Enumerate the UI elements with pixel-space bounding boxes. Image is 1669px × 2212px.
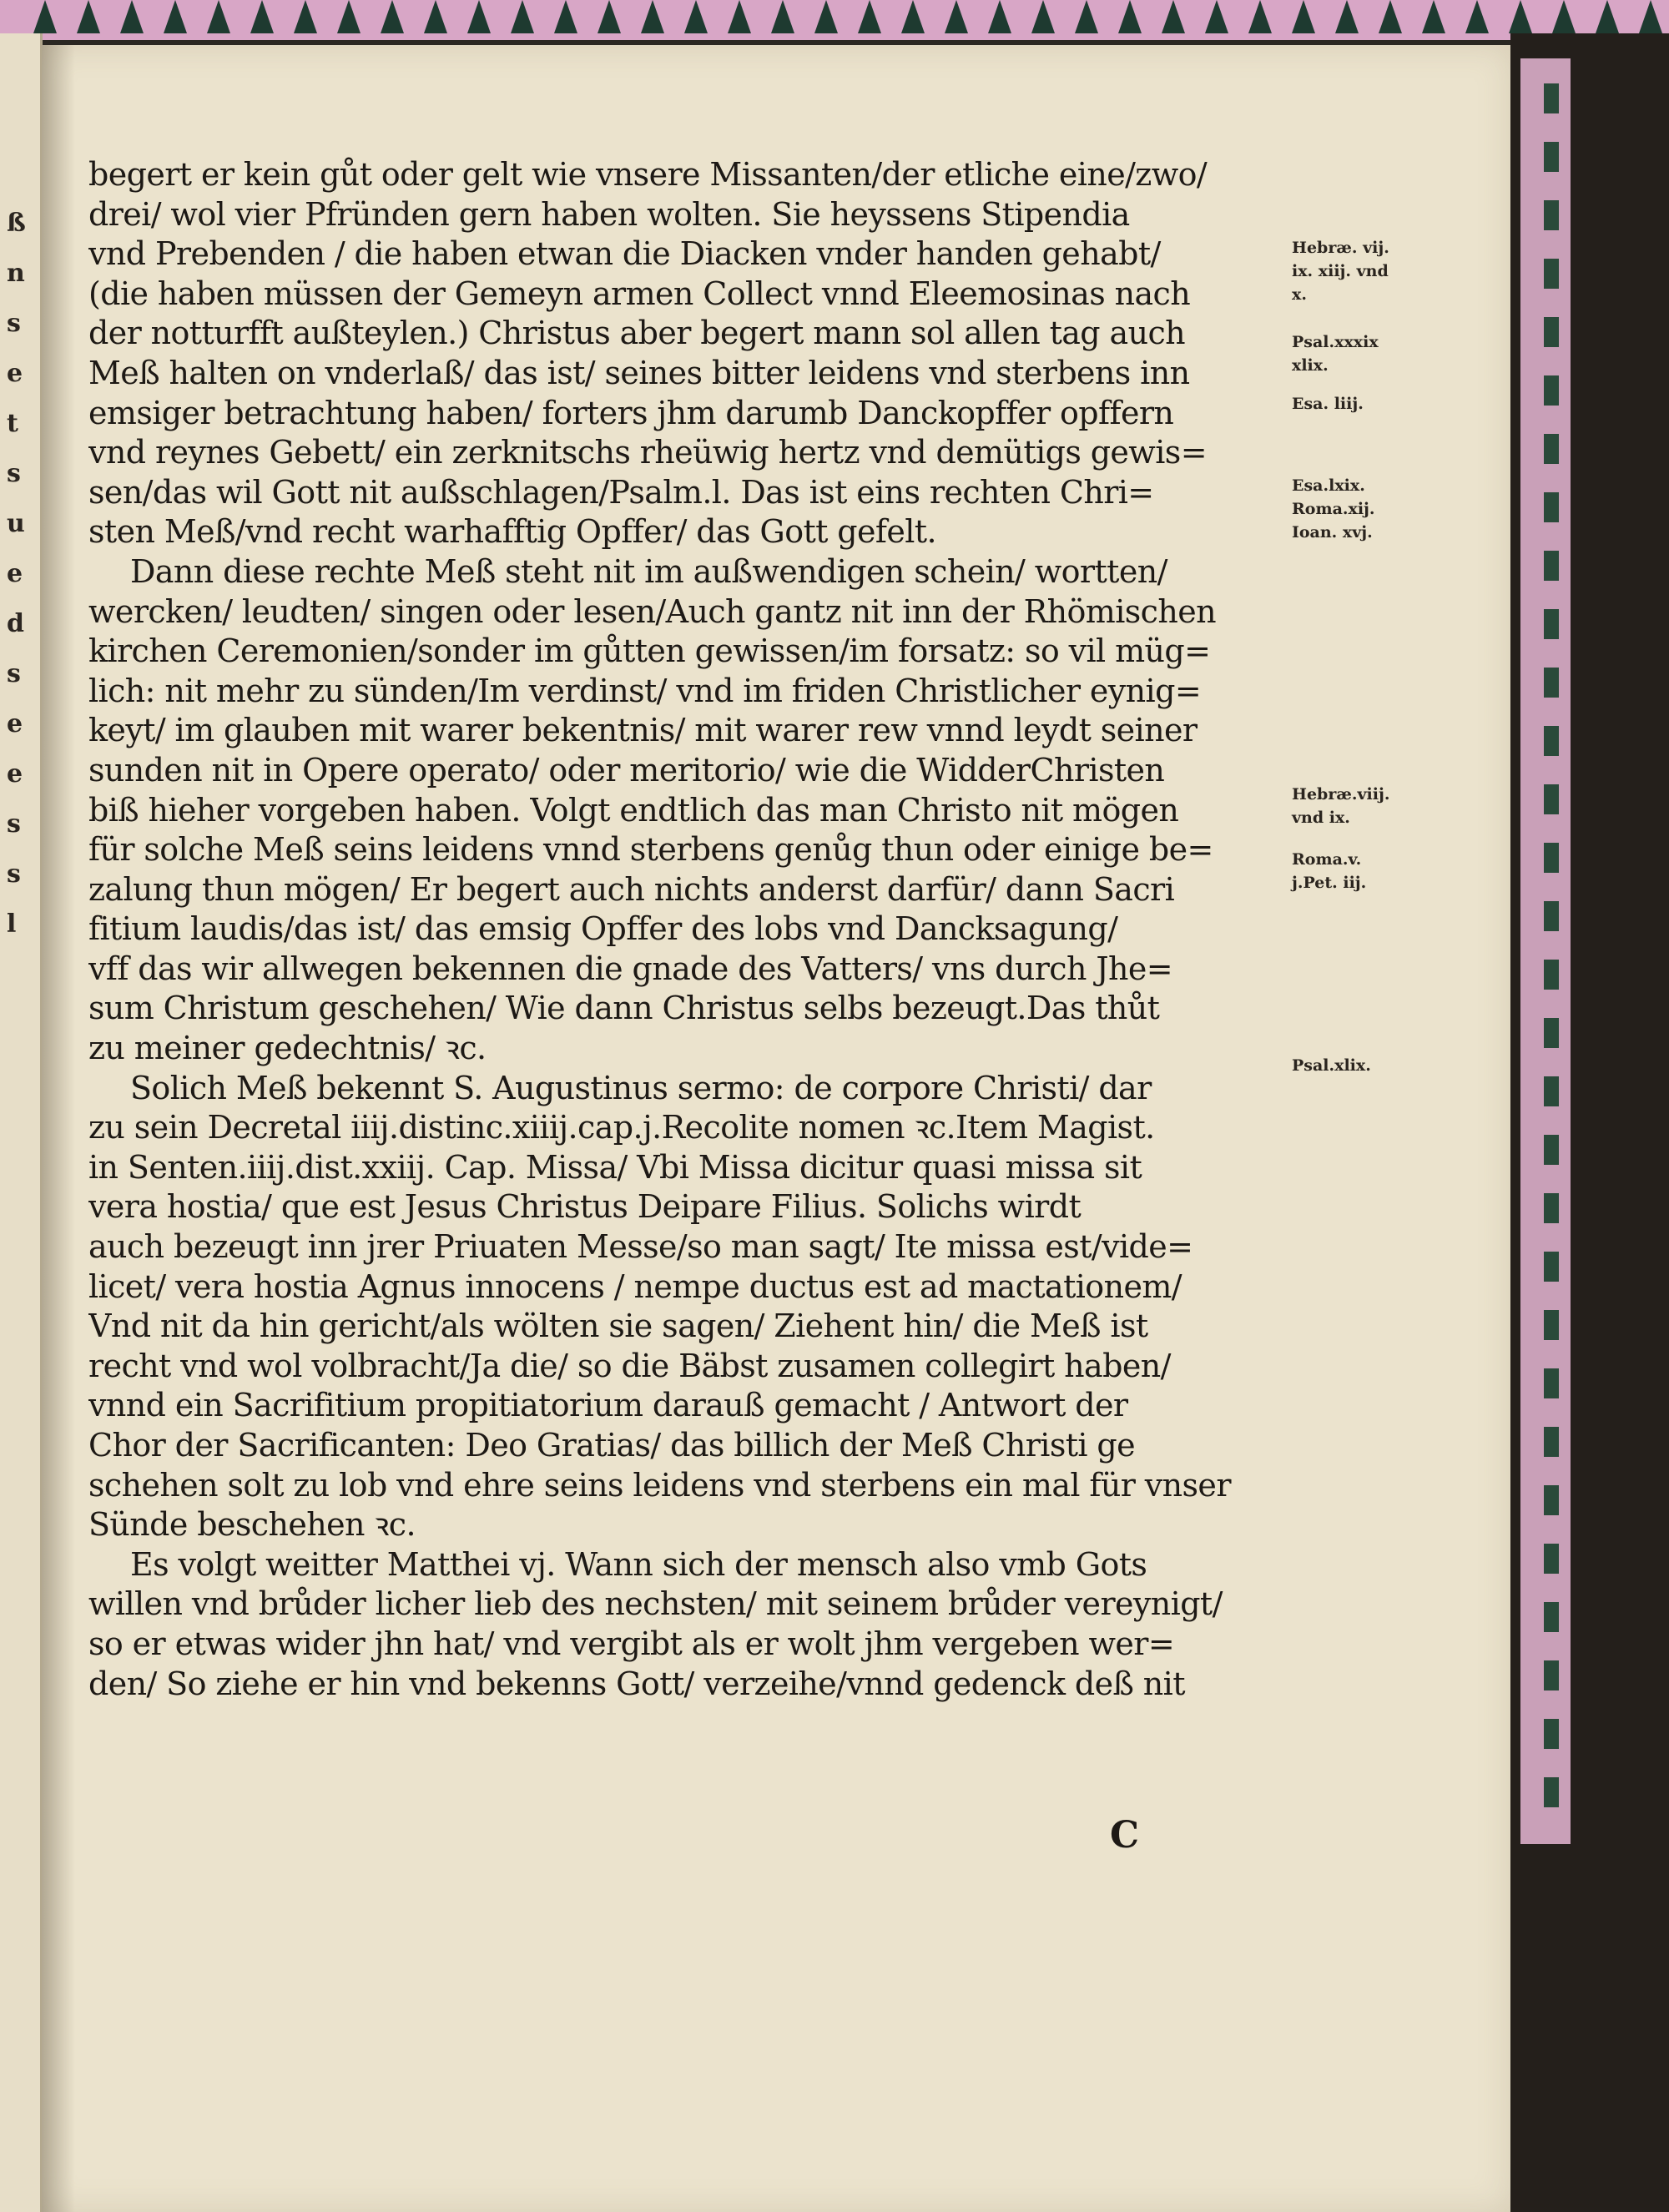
edge-triangle — [771, 0, 794, 33]
margin-note: Ioan. xvj. — [1292, 523, 1373, 542]
edge-triangle — [1205, 0, 1228, 33]
edge-triangle — [901, 0, 925, 33]
text-line: begert er kein gůt oder gelt wie vnsere Missanten/der etliche eine/zwo/ — [88, 156, 1208, 193]
margin-note: Psal.xlix. — [1292, 1056, 1371, 1075]
text-line: kirchen Ceremonien/sonder im gůtten gewissen/im forsatz: so vil müg= — [88, 632, 1211, 670]
previous-page-glyph: s — [7, 459, 21, 488]
text-line: sunden nit in Opere operato/ oder meritorio/ wie die WidderChristen — [88, 751, 1165, 789]
edge-triangle — [1335, 0, 1359, 33]
previous-page-glyph: ß — [7, 209, 26, 238]
text-line: willen vnd brůder licher lieb des nechsten/ mit seinem brůder vereynigt/ — [88, 1585, 1223, 1623]
edge-triangle — [728, 0, 751, 33]
edge-triangle — [1031, 0, 1055, 33]
edge-triangle — [250, 0, 274, 33]
margin-notes — [1292, 155, 1459, 1323]
margin-note: Esa.lxix. — [1292, 476, 1365, 495]
text-line: zalung thun mögen/ Er begert auch nichts anderst darfür/ dann Sacri — [88, 870, 1175, 908]
text-line: wercken/ leudten/ singen oder lesen/Auch gantz nit inn der Rhömischen — [88, 592, 1216, 630]
previous-page-glyph: l — [7, 909, 17, 939]
edge-triangle — [77, 0, 100, 33]
edge-triangle — [1465, 0, 1489, 33]
edge-triangle — [1422, 0, 1445, 33]
previous-page-glyph: u — [7, 509, 25, 538]
edge-triangle — [641, 0, 664, 33]
text-line: auch bezeugt inn jrer Priuaten Messe/so man sagt/ Ite missa est/vide= — [88, 1228, 1193, 1266]
margin-note: Hebræ. vij. — [1292, 239, 1389, 257]
edge-triangle — [1596, 0, 1619, 33]
text-line: vff das wir allwegen bekennen die gnade des Vatters/ vns durch Jhe= — [88, 950, 1172, 987]
margin-note: xlix. — [1292, 356, 1329, 375]
margin-note: Hebræ.viij. — [1292, 785, 1390, 804]
margin-note: j.Pet. iij. — [1292, 874, 1367, 892]
text-line: recht vnd wol volbracht/Ja die/ so die Bäbst zusamen collegirt haben/ — [88, 1347, 1171, 1384]
text-line: vera hostia/ que est Jesus Christus Deipare Filius. Solichs wirdt — [88, 1188, 1082, 1226]
text-line: biß hieher vorgeben haben. Volgt endtlich das man Christo nit mögen — [88, 791, 1179, 829]
edge-triangle — [1379, 0, 1402, 33]
margin-note: Psal.xxxix — [1292, 333, 1379, 351]
edge-triangle — [684, 0, 708, 33]
text-line: Solich Meß bekennt S. Augustinus sermo: de corpore Christi/ dar — [130, 1069, 1152, 1106]
edge-triangle — [1248, 0, 1272, 33]
edge-triangle — [511, 0, 534, 33]
previous-page-glyph: e — [7, 559, 23, 588]
edge-triangle — [945, 0, 968, 33]
edge-triangle — [814, 0, 838, 33]
text-line: drei/ wol vier Pfründen gern haben wolten. Sie heyssens Stipendia — [88, 195, 1130, 233]
signature-mark: C — [1110, 1814, 1140, 1857]
text-line: so er etwas wider jhn hat/ vnd vergibt als er wolt jhm vergeben wer= — [88, 1625, 1175, 1662]
edge-triangle — [294, 0, 317, 33]
text-line: zu sein Decretal iiij.distinc.xiiij.cap.j.Recolite nomen ꝛc.Item Magist. — [88, 1109, 1155, 1146]
text-line: emsiger betrachtung haben/ forters jhm darumb Danckopffer opffern — [88, 394, 1174, 431]
previous-page-glyph: n — [7, 259, 25, 288]
book-edge-right — [1510, 33, 1669, 2212]
text-line: den/ So ziehe er hin vnd bekenns Gott/ verzeihe/vnnd gedenck deß nit — [88, 1665, 1185, 1702]
text-line: schehen solt zu lob vnd ehre seins leidens vnd sterbens ein mal für vnser — [88, 1466, 1231, 1504]
previous-page-glyph: s — [7, 659, 21, 688]
page-edge-top — [0, 0, 1669, 40]
text-line: vnd Prebenden / die haben etwan die Diacken vnder handen gehabt/ — [88, 235, 1161, 273]
previous-page-glyph: e — [7, 359, 23, 388]
text-line: Es volgt weitter Matthei vj. Wann sich der mensch also vmb Gots — [130, 1545, 1147, 1583]
book-page — [42, 45, 1510, 2212]
margin-note: Roma.v. — [1292, 850, 1362, 869]
edge-triangle — [1075, 0, 1098, 33]
previous-page-edge — [0, 33, 43, 2212]
edge-triangle — [337, 0, 361, 33]
edge-triangle — [1292, 0, 1315, 33]
text-line: lich: nit mehr zu sünden/Im verdinst/ vnd im friden Christlicher eynig= — [88, 672, 1202, 709]
margin-note: Roma.xij. — [1292, 500, 1375, 518]
edge-triangle — [1509, 0, 1532, 33]
text-line: Vnd nit da hin gericht/als wölten sie sagen/ Ziehent hin/ die Meß ist — [88, 1308, 1148, 1345]
edge-triangle — [381, 0, 404, 33]
edge-triangle — [858, 0, 881, 33]
edge-triangle — [424, 0, 447, 33]
edge-triangle — [1552, 0, 1576, 33]
edge-triangle — [33, 0, 57, 33]
text-line: vnd reynes Gebett/ ein zerknitschs rheüwig hertz vnd demütigs gewis= — [88, 434, 1207, 471]
text-line: vnnd ein Sacrifitium propitiatorium darauß gemacht / Antwort der — [88, 1387, 1128, 1424]
text-line: für solche Meß seins leidens vnnd sterbens genůg thun oder einige be= — [88, 831, 1213, 869]
text-line: keyt/ im glauben mit warer bekentnis/ mit warer rew vnnd leydt seiner — [88, 712, 1198, 749]
edge-triangle — [164, 0, 187, 33]
edge-triangle — [207, 0, 230, 33]
previous-page-glyph: s — [7, 859, 21, 889]
text-line: Meß halten on vnderlaß/ das ist/ seines bitter leidens vnd sterbens inn — [88, 354, 1190, 391]
edge-paper-pattern — [1544, 83, 1559, 1819]
previous-page-glyph: s — [7, 809, 21, 839]
text-line: licet/ vera hostia Agnus innocens / nempe ductus est ad mactationem/ — [88, 1267, 1182, 1305]
text-line: in Senten.iiij.dist.xxiij. Cap. Missa/ Vbi Missa dicitur quasi missa sit — [88, 1148, 1142, 1186]
text-line: (die haben müssen der Gemeyn armen Collect vnnd Eleemosinas nach — [88, 275, 1191, 312]
text-line: fitium laudis/das ist/ das emsig Opffer des lobs vnd Dancksagung/ — [88, 910, 1118, 948]
main-text-block — [88, 155, 1390, 1704]
margin-note: ix. xiij. vnd — [1292, 262, 1389, 280]
text-line: Sünde beschehen ꝛc. — [88, 1506, 416, 1544]
edge-triangle — [1639, 0, 1662, 33]
text-line: Chor der Sacrificanten: Deo Gratias/ das billich der Meß Christi ge — [88, 1427, 1136, 1464]
text-line: Dann diese rechte Meß steht nit im außwendigen schein/ wortten/ — [130, 552, 1167, 590]
margin-note: x. — [1292, 285, 1307, 304]
previous-page-glyph: s — [7, 309, 21, 338]
edge-triangle — [1162, 0, 1185, 33]
edge-triangle — [467, 0, 491, 33]
text-line: der notturfft außteylen.) Christus aber begert mann sol allen tag auch — [88, 315, 1185, 352]
margin-note: vnd ix. — [1292, 809, 1350, 827]
text-line: zu meiner gedechtnis/ ꝛc. — [88, 1030, 487, 1067]
edge-triangle — [988, 0, 1011, 33]
previous-page-glyph: d — [7, 609, 24, 638]
text-line: sten Meß/vnd recht warhafftig Opffer/ das Gott gefelt. — [88, 513, 936, 551]
edge-triangle — [120, 0, 144, 33]
previous-page-glyph: e — [7, 709, 23, 738]
edge-triangle — [554, 0, 577, 33]
text-line: sum Christum geschehen/ Wie dann Christus selbs bezeugt.Das thůt — [88, 990, 1160, 1027]
margin-note: Esa. liij. — [1292, 395, 1364, 413]
previous-page-glyph: e — [7, 759, 23, 789]
edge-triangle — [1118, 0, 1142, 33]
previous-page-glyph: t — [7, 409, 18, 438]
text-line: sen/das wil Gott nit außschlagen/Psalm.l. Das ist eins rechten Chri= — [88, 473, 1154, 511]
edge-triangle — [598, 0, 621, 33]
